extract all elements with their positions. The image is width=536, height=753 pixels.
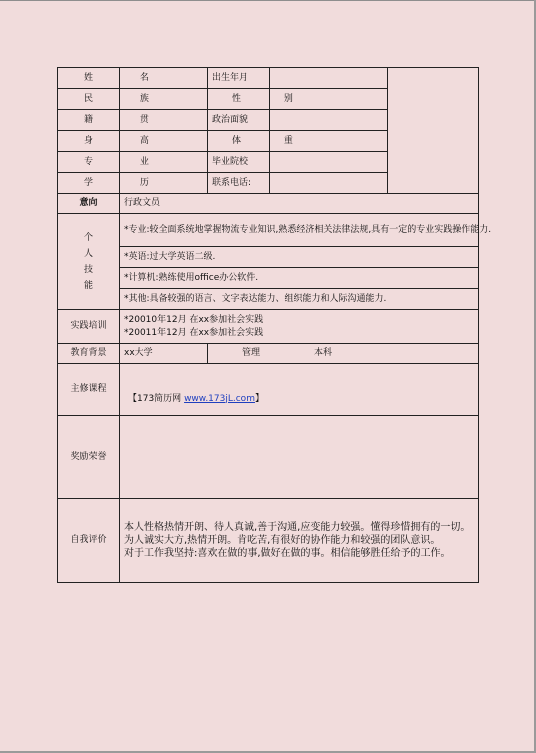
- skill-item[interactable]: *英语:过大学英语二级.: [120, 247, 479, 268]
- courses-label: 主修课程: [58, 364, 120, 416]
- skills-label-char: 人: [83, 248, 93, 259]
- politics-value[interactable]: [270, 110, 388, 131]
- intention-label: 意向: [58, 194, 120, 214]
- courses-link-line: [128, 393, 474, 406]
- skill-item[interactable]: [120, 214, 492, 247]
- courses-value[interactable]: [120, 364, 479, 416]
- self-eval-paragraph: 本人性格热情开朗、待人真诚,善于沟通,应变能力较强。懂得珍惜拥有的一切。: [124, 522, 471, 533]
- resume-table: [57, 67, 492, 583]
- origin-label: 籍 贯: [58, 110, 120, 131]
- courses-link-suffix: 】: [254, 393, 264, 404]
- self-eval-value[interactable]: [120, 499, 479, 583]
- skills-label-char: 能: [83, 280, 93, 291]
- row-self-eval: [58, 499, 479, 583]
- row-education-bg: [58, 344, 479, 364]
- birth-value[interactable]: [270, 68, 388, 89]
- courses-link[interactable]: www.173jL.com: [184, 393, 255, 404]
- school-value[interactable]: [270, 152, 388, 173]
- name-label: 姓 名: [58, 68, 120, 89]
- row-skill-4: [58, 289, 479, 310]
- awards-label: 奖励荣誉: [58, 416, 120, 499]
- page-border-top: [0, 0, 536, 1]
- row-awards: [58, 416, 479, 499]
- weight-label: 体 重: [208, 131, 270, 152]
- row-intention: [58, 194, 479, 214]
- edu-degree: 本科: [314, 348, 333, 358]
- skill-item[interactable]: *其他:具备较强的语言、文字表达能力、组织能力和人际沟通能力.: [120, 289, 479, 310]
- practice-label: 实践培训: [58, 310, 120, 344]
- politics-label: 政治面貌: [208, 110, 270, 131]
- gender-label: 性 别: [208, 89, 270, 110]
- intention-value[interactable]: 行政文员: [120, 194, 479, 214]
- photo-cell: [388, 68, 479, 194]
- edu-school[interactable]: xx大学: [120, 344, 208, 364]
- row-skill-2: [58, 247, 479, 268]
- contact-label: 联系电话:: [208, 173, 270, 194]
- practice-item: *20011年12月 在xx参加社会实践: [124, 327, 264, 338]
- self-eval-paragraph: 对于工作我坚持:喜欢在做的事,做好在做的事。相信能够胜任给予的工作。: [124, 548, 451, 559]
- row-name: [58, 68, 479, 89]
- self-eval-paragraph: 为人诚实大方,热情开朗。肯吃苦,有很好的协作能力和较强的团队意识。: [124, 535, 441, 546]
- height-label: 身 高: [58, 131, 120, 152]
- school-label: 毕业院校: [208, 152, 270, 173]
- education-label: 学 历: [58, 173, 120, 194]
- skill-item-text: *专业:较全面系统地掌握物流专业知识,熟悉经济相关法律法规,具有一定的专业实践操作能力.: [124, 224, 492, 235]
- row-skill-3: [58, 268, 479, 289]
- row-skill-1: [58, 214, 479, 247]
- courses-link-prefix: 【173简历网: [128, 393, 182, 404]
- edu-bg-label: 教育背景: [58, 344, 120, 364]
- skills-label-char: 技: [83, 264, 93, 275]
- major-label: 专 业: [58, 152, 120, 173]
- contact-value[interactable]: [270, 173, 388, 194]
- skills-label: [58, 214, 120, 310]
- row-practice: [58, 310, 479, 344]
- awards-value[interactable]: [120, 416, 479, 499]
- skill-item[interactable]: *计算机:熟练使用office办公软件.: [120, 268, 479, 289]
- edu-major: 管理: [242, 348, 261, 358]
- row-courses: [58, 364, 479, 416]
- self-eval-label: 自我评价: [58, 499, 120, 583]
- edu-detail[interactable]: [208, 344, 479, 364]
- ethnicity-label: 民 族: [58, 89, 120, 110]
- skills-label-char: 个: [83, 232, 93, 243]
- birth-label: 出生年月: [208, 68, 270, 89]
- practice-value[interactable]: [120, 310, 479, 344]
- practice-item: *20010年12月 在xx参加社会实践: [124, 314, 264, 325]
